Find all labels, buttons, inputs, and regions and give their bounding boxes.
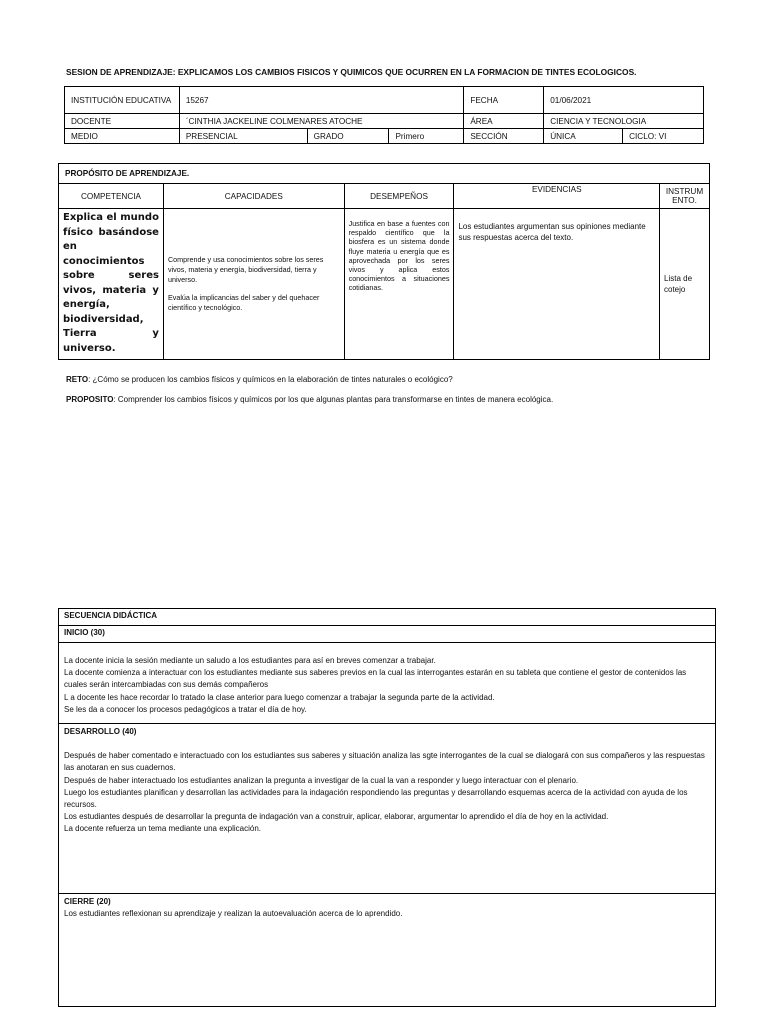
proposito-heading: PROPÓSITO DE APRENDIZAJE. (59, 164, 710, 184)
cierre-section (59, 894, 716, 1007)
evidencias-cell: Los estudiantes argumentan sus opiniones mediante sus respuestas acerca del texto. (454, 209, 660, 360)
inicio-body (59, 643, 716, 724)
capacidades-cell (163, 209, 344, 360)
proposito-table (58, 163, 710, 360)
medio-label: MEDIO (65, 129, 180, 144)
institucion-label: INSTITUCIÓN EDUCATIVA (65, 87, 180, 114)
inicio-line: La docente inicia la sesión mediante un saludo a los estudiantes para así en breves comenzar a trabajar. (64, 656, 436, 665)
ciclo-value: CICLO: VI (623, 129, 704, 144)
grado-label: GRADO (307, 129, 389, 144)
document-title: SESION DE APRENDIZAJE: EXPLICAMOS LOS CAMBIOS FISICOS Y QUIMICOS QUE OCURREN EN LA FORMACION DE TINTES ECOLOGICOS. (66, 67, 637, 77)
grado-value: Primero (389, 129, 464, 144)
secuencia-heading: SECUENCIA DIDÁCTICA (59, 609, 716, 626)
inicio-title: INICIO (30) (59, 626, 716, 643)
desarrollo-line: Después de haber comentado e interactuado con los estudiantes sus saberes y situación analiza las sgte interrogantes de la cual se dialogará con sus compañeros y las respuestas las anotaran en sus cuadernos. (64, 751, 705, 773)
medio-value: PRESENCIAL (179, 129, 307, 144)
seccion-label: SECCIÓN (464, 129, 544, 144)
col-desempenos: DESEMPEÑOS (344, 184, 454, 209)
desarrollo-line: La docente refuerza un tema mediante una explicación. (64, 824, 262, 834)
inicio-line: Se les da a conocer los procesos pedagógicos a tratar el día de hoy. (64, 704, 307, 714)
institucion-value: 15267 (179, 87, 464, 114)
inicio-line: La docente comienza a interactuar con los estudiantes mediante sus saberes previos en la cual las interrogantes estarán en su tableta que contiene el gestor de contenidos las cuales serán intercambiadas con sus demás compañeros (64, 668, 687, 690)
desarrollo-title: DESARROLLO (40) (64, 727, 137, 736)
fecha-value: 01/06/2021 (544, 87, 704, 114)
cierre-text: Los estudiantes reflexionan su aprendizaje y realizan la autoevaluación acerca de lo aprendido. (64, 909, 403, 919)
proposito-line (66, 395, 553, 404)
instrumento-cell: Lista de cotejo (660, 209, 710, 360)
seccion-value: ÚNICA (544, 129, 623, 144)
desarrollo-line: Luego los estudiantes planifican y desarrollan las actividades para la indagación respondiendo las preguntas y desarrollando esquemas acerca de la actividad con ayuda de los recursos. (64, 787, 688, 810)
desarrollo-line: Después de haber interactuado los estudiantes analizan la pregunta a investigar de la cual la van a responder y luego interactuar con el plenario. (64, 775, 579, 785)
col-capacidades: CAPACIDADES (163, 184, 344, 209)
header-table (64, 86, 704, 144)
desempenos-cell: Justifica en base a fuentes con respaldo científico que la biosfera es un sistema donde fluye materia u energía que es aprovechada por los seres vivos y aplica estos conocimientos a situaciones cotidianas. (344, 209, 454, 360)
docente-value: ´CINTHIA JACKELINE COLMENARES ATOCHE (179, 114, 464, 129)
area-label: ÁREA (464, 114, 544, 129)
col-competencia: COMPETENCIA (59, 184, 164, 209)
col-instrumento: INSTRUM ENTO. (660, 184, 710, 209)
fecha-label: FECHA (464, 87, 544, 114)
proposito-label: PROPOSITO (66, 395, 114, 404)
col-evidencias: EVIDENCIAS (454, 184, 660, 209)
desarrollo-line: Los estudiantes después de desarrollar la pregunta de indagación van a construir, aplicar, elaborar, argumentar lo aprendido el día de hoy en la actividad. (64, 812, 609, 822)
proposito-text: : Comprender los cambios físicos y químicos por los que algunas plantas para transformarse en tintes de manera ecológica. (113, 395, 554, 404)
secuencia-table (58, 608, 716, 1007)
docente-label: DOCENTE (65, 114, 180, 129)
reto-line (66, 375, 453, 384)
capacidad-item: Evalúa la implicancias del saber y del quehacer científico y tecnológico. (167, 293, 320, 312)
cierre-title: CIERRE (20) (64, 897, 111, 906)
competencia-cell: Explica el mundo físico basándose en conocimientos sobre seres vivos, materia y energía, biodiversidad, Tierra y universo. (59, 209, 164, 360)
capacidad-item: Comprende y usa conocimientos sobre los seres vivos, materia y energía, biodiversidad, tierra y universo. (167, 255, 324, 284)
inicio-line: L a docente les hace recordar lo tratado la clase anterior para luego comenzar a trabajar la segunda parte de la actividad. (64, 692, 495, 702)
desarrollo-section (59, 724, 716, 894)
reto-label: RETO (66, 375, 89, 384)
area-value: CIENCIA Y TECNOLOGIA (544, 114, 704, 129)
reto-text: : ¿Cómo se producen los cambios físicos y químicos en la elaboración de tintes naturales o ecológico? (88, 375, 453, 384)
